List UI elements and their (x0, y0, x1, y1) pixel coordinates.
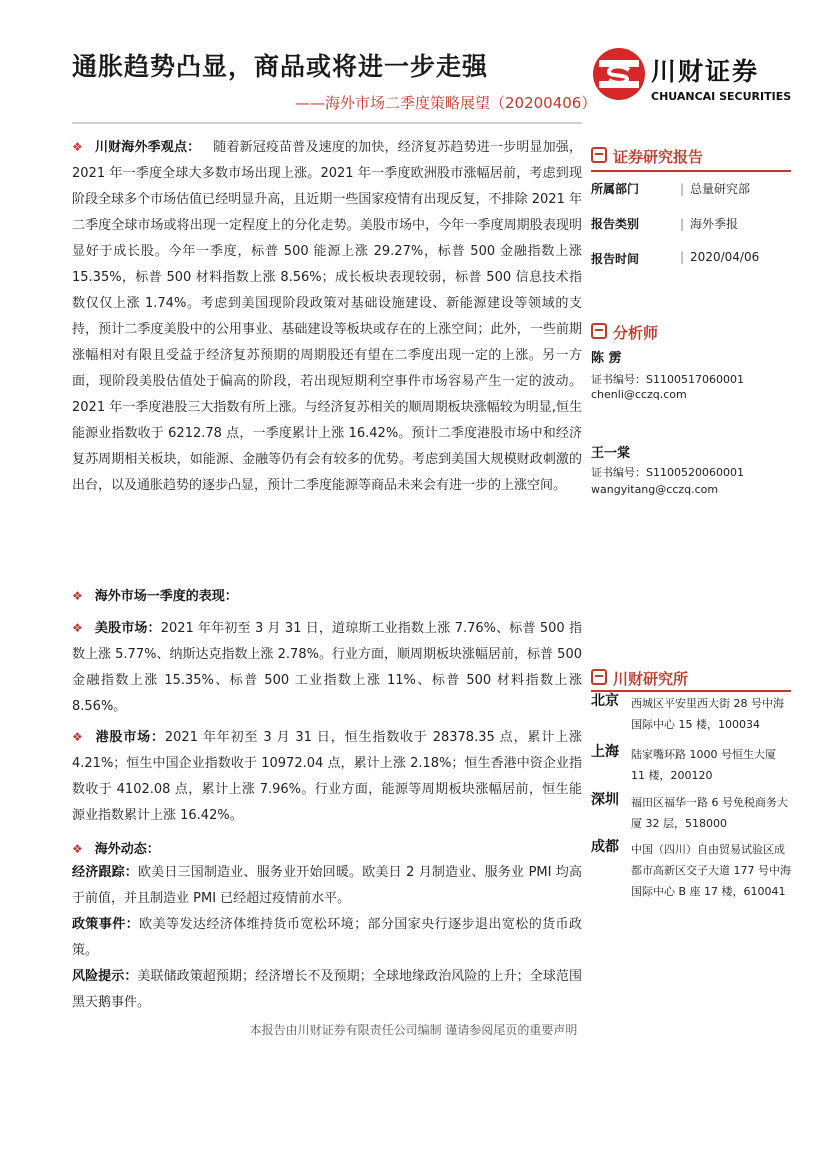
report-type-heading (591, 146, 703, 167)
analyst-name: 陈 雳 (591, 351, 622, 366)
q1-heading-text: 海外市场一季度的表现： (94, 589, 238, 604)
hk-label: 港股市场： (95, 730, 165, 745)
diamond-bullet-icon: ❖ (72, 730, 84, 744)
diamond-bullet-icon: ❖ (72, 842, 83, 856)
office-address: 中国（四川）自由贸易试验区成都市高新区交子大道 177 号中海国际中心 B 座 17 楼，610041 (631, 843, 791, 898)
type-value: | 海外季报 (680, 217, 739, 231)
section-marker-icon (591, 147, 607, 163)
econ-tracking-paragraph (72, 860, 582, 912)
analyst-cert: 证书编号：S1100520060001 (591, 466, 744, 479)
econ-text: 欧美日三国制造业、服务业开始回暖。欧美日 2 月制造业、服务业 PMI 均高于前值，并且制造业 PMI 已经超过疫情前水平。 (72, 865, 582, 906)
chuancai-logo-icon (591, 46, 647, 102)
diamond-bullet-icon: ❖ (72, 589, 83, 603)
report-subtitle: ——海外市场二季度策略展望（20200406） (295, 94, 597, 112)
policy-text: 欧美等发达经济体维持货币宽松环境；部分国家央行逐步退出宽松的货币政策。 (72, 917, 582, 958)
view-text: 随着新冠疫苗普及速度的加快，经济复苏趋势进一步明显加强，2021 年一季度全球大多数市场出现上涨。2021 年一季度欧洲股市涨幅居前，考虑到现阶段全球多个市场估值已经明显升高，且近期一些国家疫情有出现反复，不排除 2021 年二季度全球市场或将出现一定程度上的分化走势。美股市场中，今年一季度周期股表现明显好于成长股。今年一季度，标普 500 能源上涨 29.27%，标普 500 金融指数上涨 15.35%，标普 500 材料指数上涨 8.56%；成长板块表现较弱，标普 500 信息技术指数仅仅上涨 1.74%。考虑到美国现阶段政策对基础设施建设、新能源建设等领域的支持，预计二季度美股中的公用事业、基础建设等板块或存在的上涨空间；此外，一些前期涨幅相对有限且受益于经济复苏预期的周期股还有望在二季度出现一定的上涨。另一方面，现阶段美股估值处于偏高的阶段，若出现短期利空事件市场容易产生一定的波动。2021 年一季度港股三大指数有所上涨。与经济复苏相关的顺周期板块涨幅较为明显,恒生能源业指数收于 6212.78 点，一季度累计上涨 16.42%。预计二季度港股市场中和经济复苏周期相关板块，如能源、金融等仍有会有较多的优势。考虑到美国大规模财政刺激的出台，以及通胀趋势的逐步凸显，预计二季度能源等商品未来会有进一步的上涨空间。 (72, 140, 582, 493)
report-title: 通胀趋势凸显，商品或将进一步走强 (72, 52, 489, 81)
office-city: 深圳 (591, 792, 619, 808)
institute-heading (591, 668, 688, 689)
q1-heading (72, 585, 238, 604)
diamond-bullet-icon: ❖ (72, 621, 83, 635)
report-heading-text: 证券研究报告 (613, 148, 704, 166)
risk-label: 风险提示： (72, 969, 138, 984)
section-marker-icon (591, 669, 607, 685)
header-divider (72, 122, 582, 124)
policy-label: 政策事件： (72, 917, 140, 932)
us-text: 2021 年年初至 3 月 31 日，道琼斯工业指数上涨 7.76%、标普 500 指数上涨 5.77%、纳斯达克指数上涨 2.78%。行业方面，顺周期板块涨幅居前，标普 500 金融指数上涨 15.35%、标普 500 工业指数上涨 11%、标普 500 材料指数上涨 8.56%。 (72, 621, 582, 714)
sidebar-divider (591, 690, 791, 692)
econ-label: 经济跟踪： (72, 865, 138, 880)
institute-heading-text: 川财研究所 (613, 670, 689, 688)
hk-market-paragraph (72, 724, 582, 829)
logo-name-en: CHUANCAI SECURITIES (651, 90, 792, 103)
office-address: 福田区福华一路 6 号免税商务大厦 32 层，518000 (631, 796, 788, 830)
policy-paragraph (72, 912, 582, 964)
company-logo (591, 46, 792, 106)
office-city: 成都 (591, 839, 619, 855)
us-label: 美股市场： (94, 621, 161, 636)
sidebar-divider (591, 170, 791, 172)
overseas-view-paragraph (72, 134, 582, 499)
analyst-cert: 证书编号：S1100517060001 (591, 373, 744, 386)
analyst-email[interactable]: chenli@cczq.com (591, 388, 687, 401)
section-marker-icon (591, 323, 607, 339)
analyst-heading (591, 322, 658, 343)
diamond-bullet-icon: ❖ (72, 140, 83, 154)
office-address: 陆家嘴环路 1000 号恒生大厦 11 楼，200120 (631, 748, 776, 782)
footer-disclaimer: 本报告由川财证券有限责任公司编制 谨请参阅尾页的重要声明 (249, 1023, 578, 1037)
office-city: 上海 (591, 744, 619, 760)
dept-value: | 总量研究部 (680, 182, 751, 196)
dept-label: 所属部门 (591, 182, 640, 196)
view-label: 川财海外季观点： (94, 140, 201, 155)
analyst-heading-text: 分析师 (613, 324, 659, 342)
risk-paragraph (72, 964, 582, 1016)
risk-text: 美联储政策超预期；经济增长不及预期；全球地缘政治风险的上升；全球范围黑天鹅事件。 (72, 969, 582, 1010)
date-value: | 2020/04/06 (680, 250, 760, 264)
analyst-email[interactable]: wangyitang@cczq.com (591, 483, 719, 496)
type-label: 报告类别 (591, 217, 640, 231)
dynamics-heading-text: 海外动态： (94, 842, 160, 857)
date-label: 报告时间 (591, 252, 640, 266)
analyst-name: 王一棠 (591, 446, 631, 461)
office-address: 西城区平安里西大街 28 号中海国际中心 15 楼，100034 (631, 697, 784, 731)
logo-name-cn: 川财证券 (651, 57, 760, 86)
office-city: 北京 (591, 693, 619, 709)
dynamics-heading (72, 838, 160, 857)
hk-text: 2021 年年初至 3 月 31 日，恒生指数收于 28378.35 点，累计上涨 4.21%；恒生中国企业指数收于 10972.04 点，累计上涨 2.18%；恒生香港中资企业指数收于 4102.08 点，累计上涨 7.96%。行业方面，能源等周期板块涨幅居前，恒生能源业指数累计上涨 16.42%。 (72, 730, 582, 823)
us-market-paragraph (72, 615, 582, 720)
